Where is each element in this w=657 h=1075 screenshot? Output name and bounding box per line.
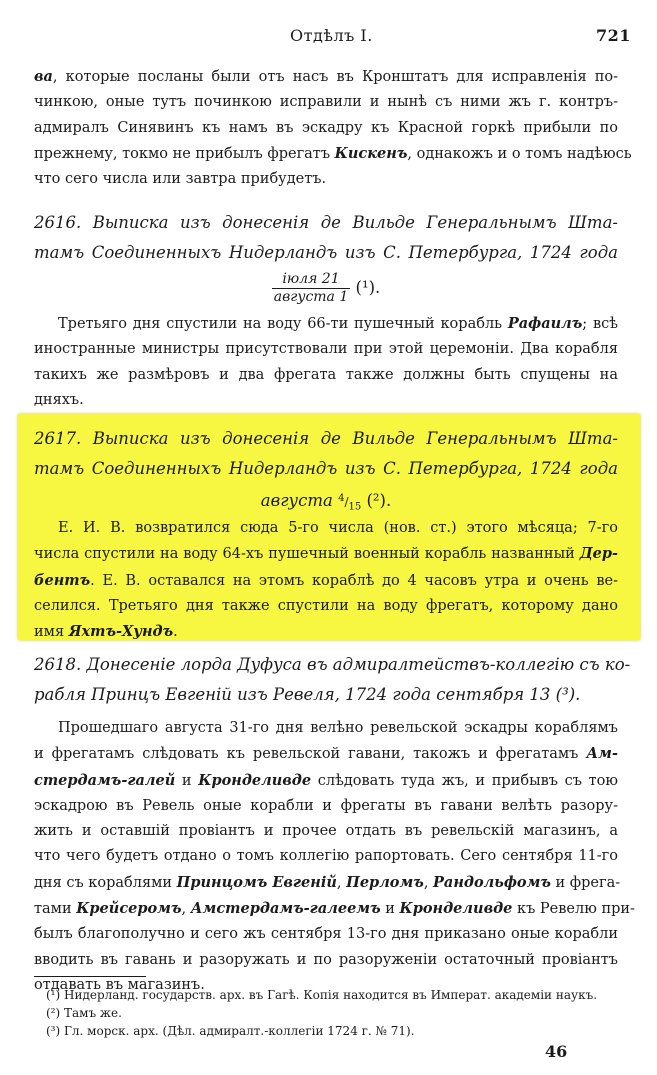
text-line: адмиралъ Синявинъ къ намъ въ эскадру къ Красной горкѣ прибыли по bbox=[34, 119, 618, 136]
text-line bbox=[34, 568, 618, 594]
paragraph-continuation bbox=[34, 64, 632, 192]
text-line: такихъ же размѣровъ и два фрегата также должны быть спущены на bbox=[34, 366, 618, 383]
heading-line: 2616. Выписка изъ донесенія де Вильде Генеральнымъ Шта- bbox=[34, 213, 618, 232]
text-line: дняхъ. bbox=[34, 391, 84, 408]
text-span: числа спустили на воду 64-хъ пушечный военный корабль названный bbox=[34, 546, 580, 563]
text-line: жить и оставшій провіантъ и прочее отдать въ ревельскій магазинъ, а bbox=[34, 823, 618, 840]
text-line bbox=[34, 541, 618, 567]
text-span: . Е. В. оставался на этомъ кораблѣ до 4 часовъ утра и очень ве- bbox=[90, 572, 618, 589]
footnote-1: (¹) Нидерланд. государств. арх. въ Гагѣ. Копія находится въ Императ. академіи наукъ. bbox=[46, 988, 598, 1002]
date-fraction bbox=[272, 271, 351, 306]
emphasized-word: ва bbox=[34, 68, 53, 85]
heading-line: 2617. Выписка изъ донесенія де Вильде Генеральнымъ Шта- bbox=[34, 429, 618, 448]
month-word: августа bbox=[260, 491, 333, 510]
text-line: Е. И. В. возвратился сюда 5-го числа (нов. ст.) этого мѣсяца; 7-го bbox=[58, 520, 618, 536]
text-line: эскадрою въ Ревель оные корабли и фрегаты въ гавани велѣть разору- bbox=[34, 797, 618, 814]
text-span: , bbox=[423, 874, 434, 891]
text-span: . bbox=[173, 624, 178, 641]
text-line: чинкою, оные тутъ починкою исправили и нынѣ съ ними жъ г. контръ- bbox=[34, 94, 618, 111]
ship-name: стердамъ-галей bbox=[34, 771, 176, 789]
text-line: что сего числа или завтра прибудетъ. bbox=[34, 171, 327, 188]
entry-body-2618 bbox=[34, 716, 635, 998]
text-span: и bbox=[175, 772, 199, 789]
ship-name: Ам- bbox=[586, 745, 618, 763]
footnote-ref: (²). bbox=[366, 491, 392, 510]
ship-name: Кискенъ bbox=[334, 144, 408, 162]
ship-name: Амстердамъ-галеемъ bbox=[190, 900, 381, 918]
text-span: слѣдовать туда жъ, и прибывъ съ тою bbox=[311, 772, 618, 789]
running-header-page-number: 721 bbox=[596, 26, 631, 45]
text-line bbox=[34, 768, 618, 794]
heading-line: 2618. Донесеніе лорда Дуфуса въ адмиралтействъ-коллегію съ ко- bbox=[34, 655, 631, 674]
entry-body-2617 bbox=[34, 516, 618, 645]
ship-name: Принцомъ Евгеній bbox=[176, 873, 337, 891]
text-line: иностранные министры присутствовали при этой церемоніи. Два корабля bbox=[34, 341, 618, 358]
text-line bbox=[34, 896, 635, 922]
footnote-3: (³) Гл. морск. арх. (Дѣл. адмиралт.-коллегіи 1724 г. № 71). bbox=[46, 1024, 415, 1038]
text-line bbox=[34, 741, 618, 767]
ship-name: Перломъ bbox=[346, 873, 424, 891]
text-span: Третьяго дня спустили на воду 66-ти пушечный корабль bbox=[58, 316, 508, 332]
text-span: , bbox=[336, 874, 347, 891]
footnote-ref: (¹). bbox=[355, 278, 381, 297]
text-line: Прошедшаго августа 31-го дня велѣно ревельской эскадры кораблямъ bbox=[58, 720, 618, 736]
text-span: и фрега- bbox=[550, 874, 621, 891]
entry-body-2616 bbox=[34, 311, 618, 413]
text-span: къ Ревелю при- bbox=[512, 901, 635, 918]
text-span: ; всѣ bbox=[582, 316, 618, 332]
ship-name: Крейсеромъ bbox=[76, 900, 182, 918]
text-span: и фрегатамъ слѣдовать къ ревельской гавани, такожъ и фрегатамъ bbox=[34, 746, 587, 763]
text-line: вводить въ гавань и разоружать и по разоруженіи остаточный провіантъ bbox=[34, 951, 618, 968]
ship-name: Яхтъ-Хундъ bbox=[68, 623, 174, 641]
text-span: имя bbox=[34, 624, 69, 641]
text-span: дня съ кораблями bbox=[34, 874, 177, 891]
ship-name: Рафаилъ bbox=[507, 315, 583, 332]
heading-line: рабля Принцъ Евгеній изъ Ревеля, 1724 года сентября 13 (³). bbox=[34, 685, 581, 704]
text-span: прежнему, токмо не прибылъ фрегатъ bbox=[34, 145, 335, 162]
heading-date-line bbox=[34, 268, 618, 308]
footnotes bbox=[46, 986, 626, 1040]
text-line bbox=[34, 870, 621, 896]
footnote-2: (²) Тамъ же. bbox=[46, 1006, 122, 1020]
fraction-den: 15 bbox=[348, 501, 362, 513]
date-fraction: $^4/_{15}$ bbox=[338, 493, 362, 513]
text-line: былъ благополучно и сего жъ сентября 13-го дня приказано оные корабли bbox=[34, 926, 618, 943]
text-span: , однакожъ и о томъ надѣюсь bbox=[407, 145, 632, 162]
text-span: и bbox=[380, 901, 400, 918]
fraction-top: іюля 21 bbox=[272, 271, 351, 289]
text-line: селился. Третьяго дня также спустили на воду фрегатъ, которому дано bbox=[34, 597, 618, 614]
entry-heading-2617 bbox=[34, 424, 618, 522]
fraction-bottom: августа 1 bbox=[273, 289, 349, 305]
text-span: , bbox=[181, 901, 191, 918]
ship-name: Рандольфомъ bbox=[433, 873, 551, 891]
footnote-divider bbox=[34, 976, 146, 977]
ship-name: Дер- bbox=[579, 545, 618, 563]
ship-name: Кронделивде bbox=[198, 771, 312, 789]
entry-heading-2616 bbox=[34, 208, 618, 308]
text-line: отдавать въ магазинъ. bbox=[34, 976, 205, 993]
entry-heading-2618 bbox=[34, 650, 631, 710]
text-line bbox=[34, 311, 618, 337]
fraction-num: 4 bbox=[338, 493, 345, 504]
signature-mark: 46 bbox=[545, 1042, 568, 1061]
text-span: , которые посланы были отъ насъ въ Кронштатъ для исправленія по- bbox=[52, 69, 618, 85]
text-line bbox=[34, 64, 618, 90]
text-line bbox=[34, 141, 632, 167]
ship-name: Кронделивде bbox=[399, 900, 513, 918]
heading-line: тамъ Соединенныхъ Нидерландъ изъ С. Петербурга, 1724 года bbox=[34, 459, 618, 478]
ship-name: бентъ bbox=[34, 571, 91, 589]
text-line bbox=[34, 619, 618, 645]
text-line: что чего будетъ отдано о томъ коллегію рапортовать. Сего сентября 11-го bbox=[34, 848, 618, 865]
heading-line: тамъ Соединенныхъ Нидерландъ изъ С. Петербурга, 1724 года bbox=[34, 243, 618, 262]
running-header-title: Отдѣлъ I. bbox=[290, 26, 373, 45]
text-span: тами bbox=[34, 901, 77, 918]
